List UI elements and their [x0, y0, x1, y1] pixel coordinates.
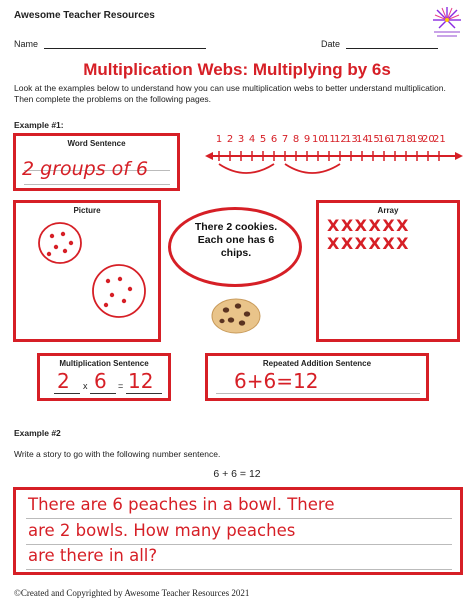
number-line-label: 17	[389, 134, 402, 145]
number-line-label: 3	[237, 134, 245, 145]
number-line	[203, 128, 465, 184]
story-line-3: are there in all?	[28, 546, 158, 565]
number-line-label: 14	[356, 134, 369, 145]
number-line-label: 16	[378, 134, 391, 145]
word-sentence-answer: 2 groups of 6	[22, 158, 149, 180]
number-line-label: 11	[323, 134, 336, 145]
array-row-2: XXXXXX	[327, 234, 411, 253]
number-line-label: 8	[292, 134, 300, 145]
number-line-label: 15	[367, 134, 380, 145]
page-title: Multiplication Webs: Multiplying by 6s	[83, 60, 391, 79]
word-sentence-title: Word Sentence	[67, 139, 126, 148]
product: 12	[128, 369, 154, 393]
intro-text: Look at the examples below to understand how you can use multiplication webs to better understand multiplication. Then complete the problems on the following pages.	[14, 83, 446, 104]
cookie-drawings	[16, 203, 158, 339]
date-field[interactable]	[346, 48, 438, 49]
number-line-label: 19	[411, 134, 424, 145]
brand-name: Awesome Teacher Resources	[14, 10, 155, 21]
number-line-label: 4	[248, 134, 256, 145]
center-text: There 2 cookies. Each one has 6 chips.	[194, 221, 278, 259]
number-sentence: 6 + 6 = 12	[213, 468, 261, 480]
logo-icon	[428, 4, 466, 40]
number-line-label: 20	[422, 134, 435, 145]
array-title: Array	[377, 206, 399, 215]
number-line-label: 18	[400, 134, 413, 145]
picture-title: Picture	[73, 206, 101, 215]
array-box	[316, 200, 460, 342]
array-row-1: XXXXXX	[327, 216, 411, 235]
cookie-icon	[209, 295, 263, 335]
name-label: Name	[14, 39, 39, 49]
factor-b: 6	[94, 369, 107, 393]
date-label: Date	[321, 39, 341, 49]
number-line-label: 6	[270, 134, 278, 145]
word-sentence-box	[13, 133, 180, 191]
number-line-label: 10	[312, 134, 325, 145]
repeated-addition-title: Repeated Addition Sentence	[262, 359, 372, 368]
example1-label: Example #1:	[14, 120, 64, 130]
example2-instruction: Write a story to go with the following number sentence.	[14, 449, 221, 459]
number-line-label: 9	[303, 134, 311, 145]
number-line-label: 12	[334, 134, 347, 145]
repeated-addition-box	[205, 353, 429, 401]
multiplication-sentence-title: Multiplication Sentence	[59, 359, 149, 368]
story-box	[13, 487, 463, 575]
number-line-label: 2	[226, 134, 234, 145]
number-line-label: 7	[281, 134, 289, 145]
factor-a: 2	[57, 369, 70, 393]
number-line-label: 21	[433, 134, 446, 145]
number-line-label: 5	[259, 134, 267, 145]
footer-copyright: ©Created and Copyrighted by Awesome Teacher Resources 2021	[14, 588, 250, 598]
multiplication-sentence-box	[37, 353, 171, 401]
repeated-addition-answer: 6+6=12	[234, 369, 319, 393]
example2-label: Example #2	[14, 428, 61, 438]
equals-sign: =	[118, 381, 124, 391]
picture-box	[13, 200, 161, 342]
name-field[interactable]	[44, 48, 206, 49]
number-line-label: 13	[345, 134, 358, 145]
times-sign: x	[83, 381, 88, 391]
story-line-1: There are 6 peaches in a bowl. There	[28, 495, 335, 514]
story-line-2: are 2 bowls. How many peaches	[28, 521, 296, 540]
number-line-label: 1	[215, 134, 223, 145]
